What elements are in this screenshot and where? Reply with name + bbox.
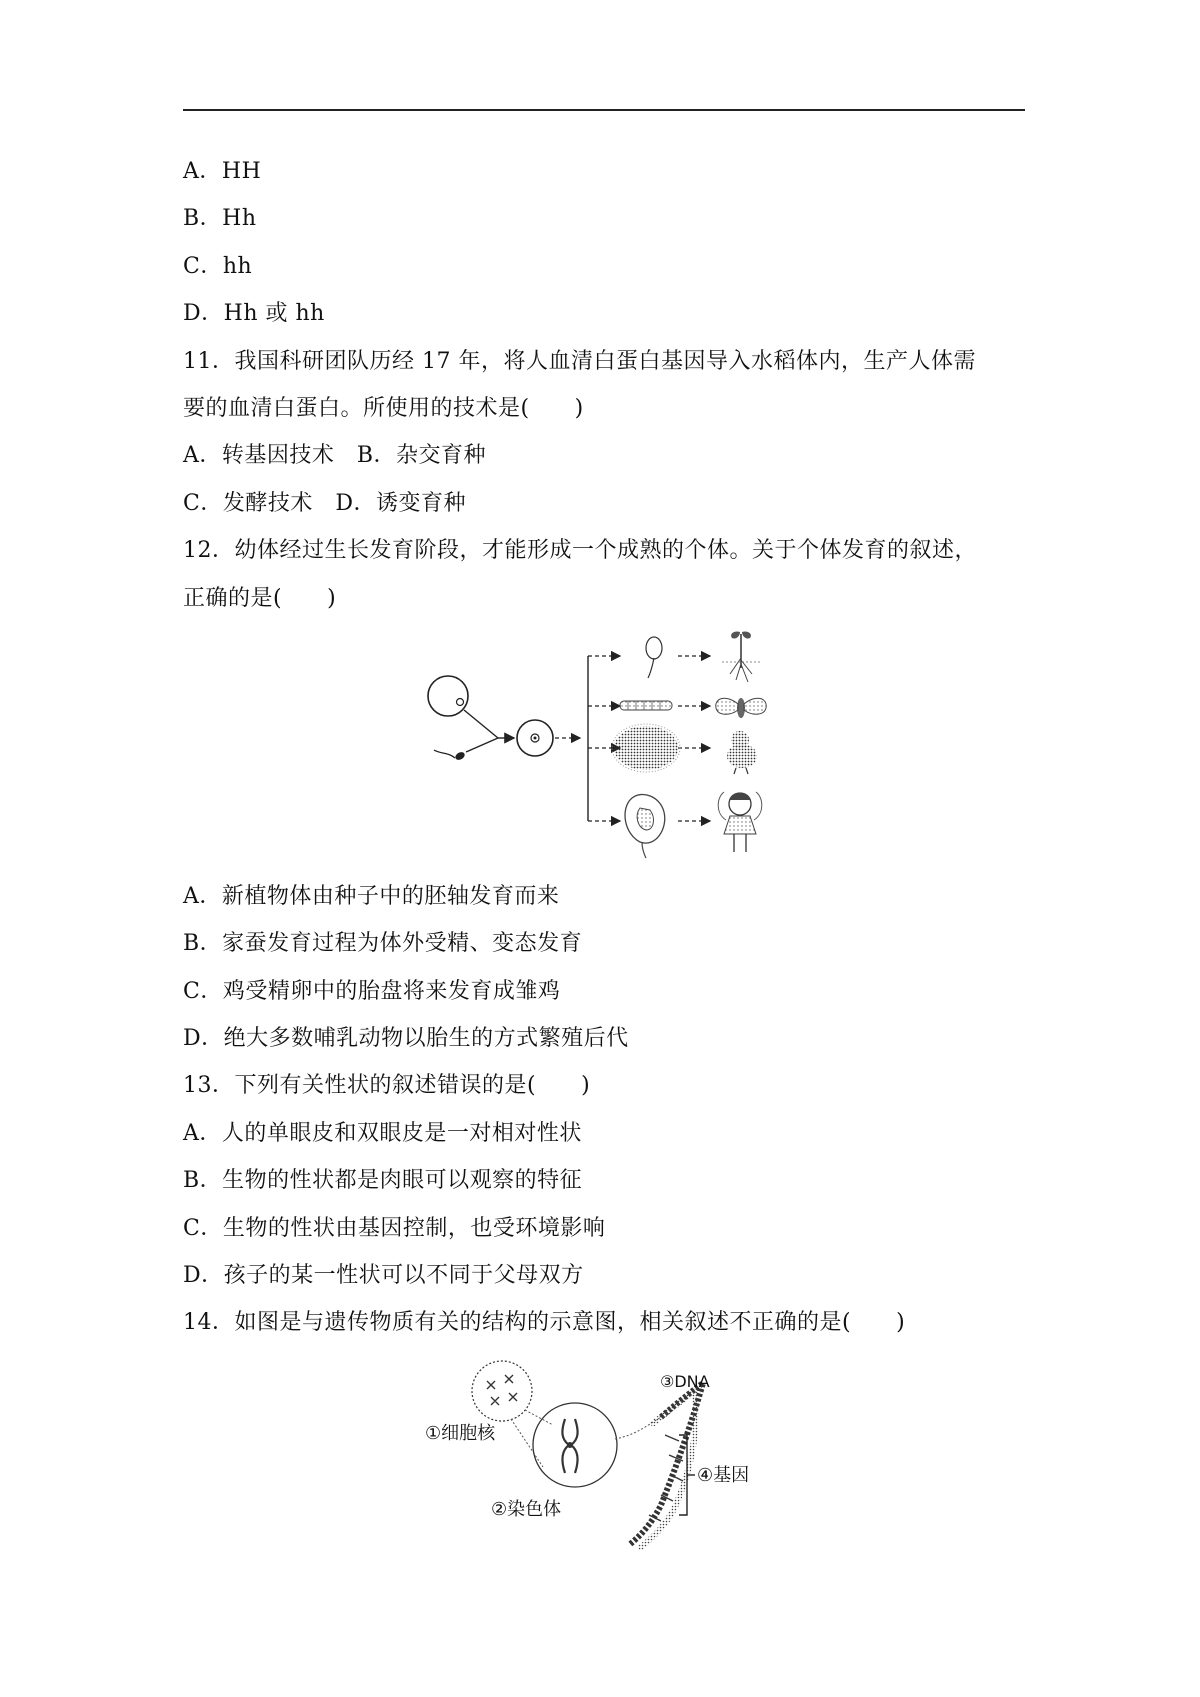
nucleus-icon: [472, 1361, 532, 1421]
q11-stem-line1: 11．我国科研团队历经 17 年，将人血清白蛋白基因导入水稻体内，生产人体需: [183, 349, 976, 374]
header-rule: [183, 109, 1025, 111]
silkmoth-icon: [716, 698, 766, 718]
q11-stem-line2: 要的血清白蛋白。所使用的技术是( ): [183, 396, 584, 421]
q10-option-a[interactable]: A．HH: [183, 159, 262, 184]
silkworm-larva-icon: [620, 701, 672, 710]
q12-stem-line2: 正确的是( ): [183, 586, 337, 611]
q12-option-d[interactable]: D．绝大多数哺乳动物以胎生的方式繁殖后代: [183, 1026, 629, 1051]
q10-option-d[interactable]: D．Hh 或 hh: [183, 301, 325, 326]
development-diagram: [420, 628, 800, 866]
q13-option-b[interactable]: B．生物的性状都是肉眼可以观察的特征: [183, 1168, 583, 1193]
q12-stem-line1: 12．幼体经过生长发育阶段，才能形成一个成熟的个体。关于个体发育的叙述，: [183, 538, 977, 563]
sperm-icon: [434, 750, 466, 762]
chick-icon: [727, 731, 757, 774]
q14-stem: 14．如图是与遗传物质有关的结构的示意图，相关叙述不正确的是( ): [183, 1310, 906, 1335]
chicken-egg-icon: [612, 724, 680, 772]
q10-option-c[interactable]: C．hh: [183, 254, 253, 279]
q13-stem: 13．下列有关性状的叙述错误的是( ): [183, 1073, 591, 1098]
q10-option-b[interactable]: B．Hh: [183, 206, 257, 231]
label-gene: ④基因: [697, 1465, 750, 1486]
q13-option-c[interactable]: C．生物的性状由基因控制，也受环境影响: [183, 1216, 606, 1241]
zygote-icon: [517, 720, 553, 756]
seedling-icon: [722, 631, 762, 682]
label-dna: ③DNA: [660, 1372, 710, 1391]
q12-option-c[interactable]: C．鸡受精卵中的胎盘将来发育成雏鸡: [183, 979, 561, 1004]
chromosome-icon: [533, 1403, 617, 1487]
fusion-line-egg: [464, 710, 498, 738]
genetic-structure-diagram: [425, 1355, 785, 1555]
label-nucleus: ①细胞核: [425, 1423, 496, 1444]
q11-options-row1[interactable]: A．转基因技术 B．杂交育种: [183, 443, 487, 468]
q13-option-a[interactable]: A．人的单眼皮和双眼皮是一对相对性状: [183, 1121, 582, 1146]
fetus-in-womb-icon: [625, 794, 665, 858]
fusion-line-sperm: [466, 738, 498, 752]
child-icon: [718, 792, 762, 852]
q12-option-b[interactable]: B．家蚕发育过程为体外受精、变态发育: [183, 931, 583, 956]
q12-option-a[interactable]: A．新植物体由种子中的胚轴发育而来: [183, 884, 560, 909]
label-chromosome: ②染色体: [491, 1499, 562, 1520]
dna-helix-icon: [629, 1383, 703, 1549]
q13-option-d[interactable]: D．孩子的某一性状可以不同于父母双方: [183, 1263, 584, 1288]
q11-options-row2[interactable]: C．发酵技术 D．诱变育种: [183, 491, 466, 516]
germinating-seed-icon: [646, 637, 662, 678]
egg-cell-icon: [428, 676, 468, 716]
